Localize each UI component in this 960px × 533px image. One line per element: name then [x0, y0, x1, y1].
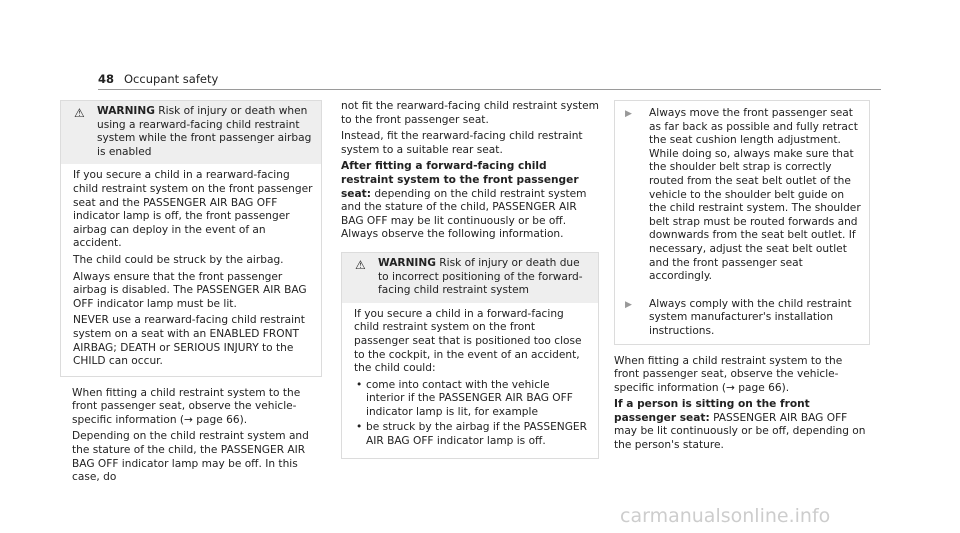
warning-body	[61, 164, 321, 375]
arrow-right-icon: ▶	[625, 109, 632, 119]
warning-paragraph: If you secure a child in a forward-facing child restraint system on the front passenger seat that is positioned too close to the cockpit, in the event of an accident, the child could:	[354, 307, 582, 375]
bold-rest: PASSENGER AIR BAG OFF may be lit continuously or be off, depending on the person's stature.	[614, 411, 866, 452]
column-1	[60, 100, 322, 488]
page-header	[98, 73, 881, 89]
warning-header	[61, 101, 321, 164]
body-paragraph-forward-facing	[341, 160, 599, 242]
bold-lead: If a person is sitting on the front passenger seat:	[614, 398, 810, 424]
warning-box-forward	[341, 252, 599, 459]
body-text	[614, 355, 870, 453]
warning-label: WARNING	[97, 105, 155, 117]
warning-title: Risk of injury or death when using a rearward-facing child restraint system while the front passenger airbag is enabled	[97, 105, 312, 158]
note-text: Always comply with the child restraint system manufacturer's installation instructions.	[649, 297, 852, 337]
warning-box-rearward	[60, 100, 322, 377]
arrow-right-icon: ▶	[625, 299, 632, 310]
body-text	[341, 100, 599, 242]
list-item: • come into contact with the vehicle interior if the PASSENGER AIR BAG OFF indicator lamp is lit, for example	[354, 379, 590, 420]
warning-bullet-list	[354, 379, 590, 449]
warning-body	[342, 303, 598, 458]
body-paragraph-person-seated	[614, 398, 870, 452]
watermark-logo: carmanualsonline.info	[620, 505, 831, 527]
page-number: 48	[98, 72, 115, 86]
warning-label: WARNING	[378, 256, 436, 269]
body-paragraph: Depending on the child restraint system and the stature of the child, the PASSENGER AIR BAG OFF indicator lamp may be off. In this case, do	[72, 430, 309, 484]
warning-triangle-icon: ⚠	[355, 257, 366, 272]
body-text	[60, 387, 322, 485]
body-paragraph: When fitting a child restraint system to the front passenger seat, observe the vehicle-specific information (→ page 66).	[72, 386, 301, 426]
note-item	[625, 297, 861, 339]
note-text: Always move the front passenger seat as far back as possible and fully retract the seat cushion length adjustment. While doing so, always make sure that the shoulder belt strap is correctly routed from the seat belt outlet of the vehicle to the shoulder belt guide on the child restraint system. The shoulder belt strap must be routed forwards and downwards from the seat belt outlet. If necessary, adjust the seat belt outlet and the front passenger seat accordingly.	[649, 107, 861, 283]
body-paragraph: not fit the rearward-facing child restraint system to the front passenger seat.	[341, 100, 599, 126]
section-title: Occupant safety	[124, 72, 219, 86]
body-paragraph: Instead, fit the rearward-facing child restraint system to a suitable rear seat.	[341, 130, 583, 156]
bold-lead: After fitting a forward-facing child restraint system to the front passenger seat:	[341, 160, 579, 200]
warning-header	[342, 253, 598, 303]
column-2	[341, 100, 599, 459]
warning-paragraph: If you secure a child in a rearward-facing child restraint system on the front passenger seat and the PASSENGER AIR BAG OFF indicator lamp is off, the front passenger airbag can deploy in the event of an accident.	[73, 169, 313, 250]
column-3	[614, 100, 870, 456]
list-item: • be struck by the airbag if the PASSENGER AIR BAG OFF indicator lamp is off.	[354, 421, 590, 448]
note-box	[614, 100, 870, 345]
warning-paragraph: The child could be struck by the airbag.	[73, 253, 284, 266]
bold-rest: depending on the child restraint system and the stature of the child, PASSENGER AIR BAG OFF may be lit continuously or be off. Always observe the following information.	[341, 187, 587, 241]
body-paragraph: When fitting a child restraint system to the front passenger seat, observe the vehicle-specific information (→ page 66).	[614, 354, 843, 394]
warning-triangle-icon: ⚠	[74, 106, 85, 120]
note-item	[625, 107, 861, 284]
header-rule	[98, 89, 881, 90]
warning-title: Risk of injury or death due to incorrect positioning of the forward-facing child restraint system	[378, 256, 583, 297]
warning-paragraph: Always ensure that the front passenger airbag is disabled. The PASSENGER AIR BAG OFF indicator lamp must be lit.	[73, 270, 307, 310]
warning-paragraph: NEVER use a rearward-facing child restraint system on a seat with an ENABLED FRONT AIRBAG; DEATH or SERIOUS INJURY to the CHILD can occur.	[73, 314, 305, 368]
